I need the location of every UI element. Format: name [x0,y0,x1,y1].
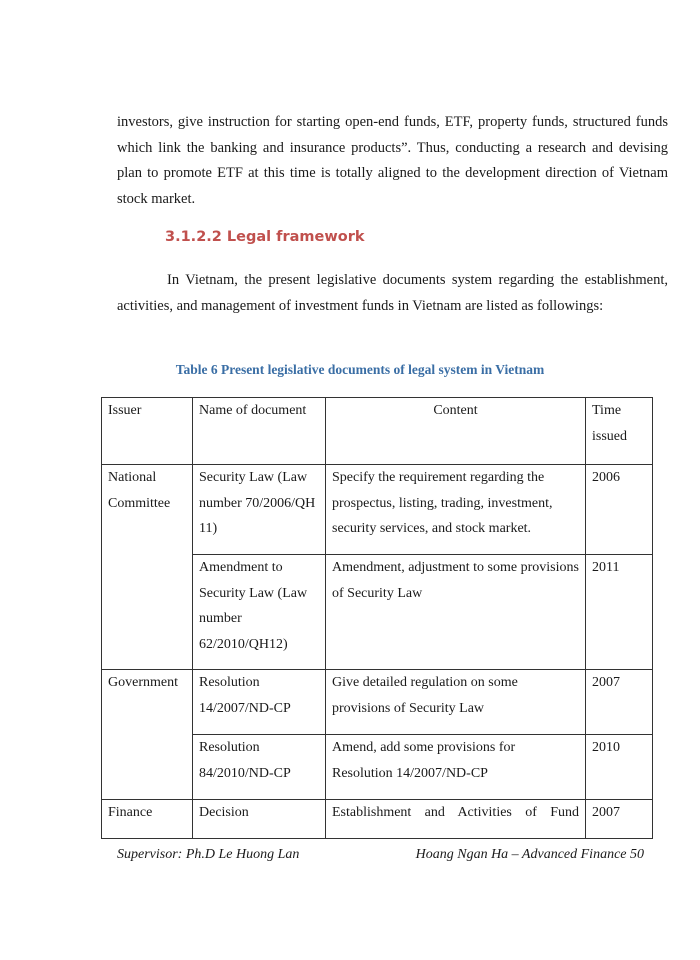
section-heading: 3.1.2.2 Legal framework [165,229,365,245]
content-cell: Give detailed regulation on some provisions of Security Law [326,670,586,735]
content-cell: Amend, add some provisions for Resolution 14/2007/ND-CP [326,735,586,800]
content-cell: Specify the requirement regarding the prospectus, listing, trading, investment, security services, and stock market. [326,465,586,555]
document-name-cell: Security Law (Law number 70/2006/QH 11) [193,465,326,555]
table-caption: Table 6 Present legislative documents of legal system in Vietnam [175,362,545,377]
time-cell: 2006 [586,465,653,555]
header-name: Name of document [193,398,326,465]
document-name-cell: Resolution 84/2010/ND-CP [193,735,326,800]
intro-paragraph: investors, give instruction for starting open-end funds, ETF, property funds, structured funds which link the banking and insurance products”. Thus, conducting a research and devising plan to promote ETF at this time is totally aligned to the development direction of Vietnam stock market. [117,114,668,207]
legislative-documents-table [101,397,653,839]
issuer-cell-continued [102,735,193,800]
document-name-cell: Resolution 14/2007/ND-CP [193,670,326,735]
header-issuer: Issuer [102,398,193,465]
time-cell: 2010 [586,735,653,800]
footer-supervisor: Supervisor: Ph.D Le Huong Lan [117,847,300,862]
time-cell: 2007 [586,670,653,735]
document-name-cell: Amendment to Security Law (Law number 62/2010/QH12) [193,555,326,670]
table-row [102,800,653,839]
content-cell: Establishment and Activities of Fund [326,800,586,839]
issuer-cell: Government [102,670,193,735]
table-row [102,465,653,555]
content-cell: Amendment, adjustment to some provisions of Security Law [326,555,586,670]
table-header-row [102,398,653,465]
table-row [102,670,653,735]
header-content: Content [326,398,586,465]
header-time: Time issued [586,398,653,465]
time-cell: 2007 [586,800,653,839]
issuer-cell-continued [102,555,193,670]
issuer-cell: Finance [102,800,193,839]
table-row [102,555,653,670]
issuer-cell: National Committee [102,465,193,555]
time-cell: 2011 [586,555,653,670]
document-name-cell: Decision [193,800,326,839]
legal-paragraph: In Vietnam, the present legislative documents system regarding the establishment, activities, and management of investment funds in Vietnam are listed as followings: [117,272,668,314]
footer-author: Hoang Ngan Ha – Advanced Finance 50 [415,847,644,862]
table-row [102,735,653,800]
